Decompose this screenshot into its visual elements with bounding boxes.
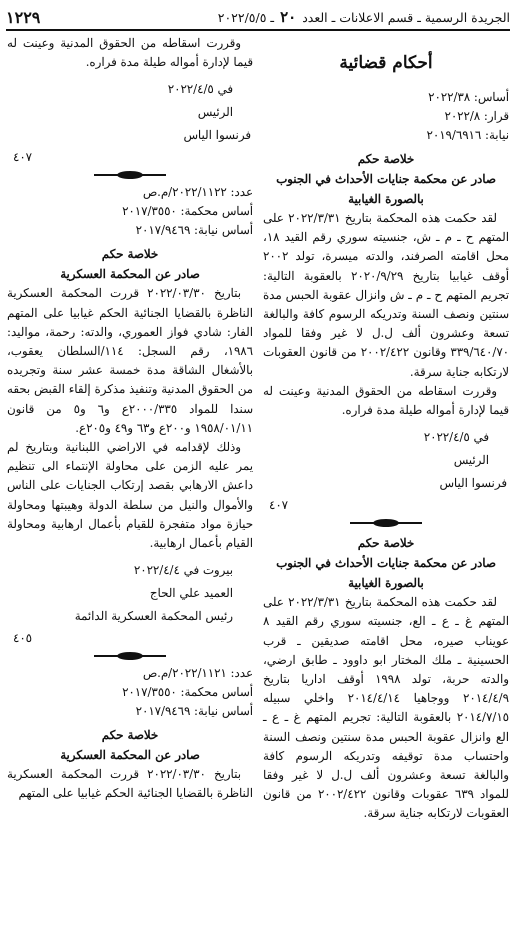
signature-name: فرنسوا الياس (183, 128, 251, 143)
case-prosecution-basis: أساس نيابة: ٢٠١٧/٩٤٦٩ (135, 223, 253, 238)
judgment-text-cont: وقررت اسقاطه من الحقوق المدنية وعينت له قيما لإدارة أمواله طيلة مدة فراره. (263, 383, 509, 418)
signature-role: الرئيس (197, 105, 233, 120)
header-rule (6, 29, 510, 31)
separator-ornament (7, 650, 253, 662)
judgment-text: لقد حكمت هذه المحكمة بتاريخ ٢٠٢٢/٣/٣١ على المتهم ح ـ م ـ ش، جنسيته سوري رقم القيد ١٨، محل اقامته الصرفند، والدته ميسرة، تولد ٢٠٠٢ أوقف غيابيا بتاريخ ٢٠٢٠/٩/٢٩ بالعقوبة التالية: تجريم المتهم ح ـ م ـ ش وانزال عقوبة الحبس مدة سنتين ونصف السنة وتدريكه الرسوم كافة والبالغة تسعة وعشرون ألف ل.ل لا غير وفقا للمواد ٣٣٩/٦٤٠/٧٠ وقانون ٢٠٠٢/٤٢٢ من قانون العقوبات لارتكابه جناية سرقة. (263, 211, 509, 379)
case-basis: أساس: ٢٠٢٢/٣٨ (428, 90, 509, 104)
case-meta (7, 183, 253, 240)
summary-title: خلاصة حكم (357, 152, 415, 166)
case-court-basis: أساس محكمة: ٢٠١٧/٣٥٥٠ (122, 204, 253, 219)
judgment-text-cont: وقررت اسقاطه من الحقوق المدنية وعينت له قيما لإدارة أمواله طيلة مدة فراره. (7, 36, 253, 70)
summary-title: خلاصة حكم (101, 728, 159, 743)
case-count: عدد: ٢٠٢٢/١١٢٢/م.ص (142, 185, 253, 200)
signature-name: فرنسوا الياس (439, 476, 507, 491)
case-prosecution-basis: أساس نيابة: ٢٠١٧/٩٤٦٩ (135, 704, 253, 719)
case-prosecution: نيابة: ٢٠١٩/٦٩١٦ (426, 128, 509, 142)
gazette-title-text: الجريدة الرسمية ـ قسم الاعلانات ـ العدد (302, 10, 510, 25)
court-mode: بالصورة الغيابية (348, 192, 424, 206)
judgment-text: لقد حكمت هذه المحكمة بتاريخ ٢٠٢٢/٣/٣١ على المتهم غ ـ ع ـ الع، جنسيته سوري رقم القيد ٨ عويناب صيره، محل اقامته صديقين ـ قرب الحسينية ـ ملك المختار ابو داوود ـ طابق ارضي، والدته حربة، تولد ١٩٩٨ أوقف اداريا بتاريخ ٢٠١٤/٤/٩ ووجاهيا ٢٠١٤/٤/١٤ واخلي سبيله ٢٠١٤/٧/١٥ بالعقوبة التالية: تجريم المتهم غ ـ ع ـ الع وانزال عقوبة الحبس مدة سنتين ونصف السنة واحتساب مدة توقيفه وتدريكه الرسوم كافة والبالغة تسعة وعشرون ألف ل.ل لا غير وفقا للمواد ٦٣٩ عقوبات وقانون ٢٠٠٢/٤٢٢ من قانون العقوبات لارتكابه جناية سرقة. (263, 595, 509, 821)
court-name: صادر عن محكمة جنايات الأحداث في الجنوب (276, 556, 496, 571)
signature-date: في ٢٠٢٢/٤/٥ (423, 430, 489, 445)
signature-name: رئيس المحكمة العسكرية الدائمة (74, 609, 233, 624)
summary-title: خلاصة حكم (357, 536, 415, 551)
page-number: ١٢٢٩ (6, 7, 41, 27)
right-column (263, 34, 509, 934)
case-decision: قرار: ٢٠٢٢/٨ (444, 109, 509, 123)
notice-number: ٤٠٧ (13, 150, 33, 165)
issue-date: ـ ٢٠٢٢/٥/٥ (217, 10, 275, 25)
notice-number: ٤٠٧ (269, 498, 289, 513)
court-name: صادر عن المحكمة العسكرية (60, 267, 200, 282)
signature-date: في ٢٠٢٢/٤/٥ (167, 82, 233, 97)
court-name: صادر عن محكمة جنايات الأحداث في الجنوب (276, 172, 496, 186)
case-meta (263, 88, 509, 145)
signature-role: الرئيس (453, 453, 489, 468)
case-meta (7, 664, 253, 721)
signature-date: بيروت في ٢٠٢٢/٤/٤ (133, 563, 233, 578)
summary-title: خلاصة حكم (101, 247, 159, 262)
notice-number: ٤٠٥ (13, 631, 33, 646)
gazette-title (218, 8, 510, 26)
signature-block (7, 78, 253, 147)
left-column (7, 34, 253, 934)
case-court-basis: أساس محكمة: ٢٠١٧/٣٥٥٠ (122, 685, 253, 700)
court-mode: بالصورة الغيابية (348, 576, 424, 591)
signature-block (263, 426, 509, 495)
court-name: صادر عن المحكمة العسكرية (60, 748, 200, 763)
issue-number: ٢٠ (280, 8, 297, 26)
section-title: أحكام قضائية (339, 53, 433, 73)
judgment-text: بتاريخ ٢٠٢٢/٠٣/٣٠ قررت المحكمة العسكرية الناظرة بالقضايا الجنائية الحكم غيابيا على المتهم الفار: شادي فواز العموري، والدته: رحمة، مواليد: ١٩٨٦، رقم السجل: ١١٤/السلطان يعقوب، بالأشغال الشاقة مدة خمسة عشر سنة وتجريده من الحقوق المدنية وتنفيذ مذكرة إلقاء القبض بحقه سندا للمواد ٢٠٠٠/٣٣٥ع و٦ و٥ من قانون ١٩٥٨/٠١/١١ و٢٠٠ع و٦٣ و٤٩ و٢٠٥ع. (7, 286, 253, 435)
case-count: عدد: ٢٠٢٢/١١٢١/م.ص (142, 666, 253, 681)
separator-ornament (7, 169, 253, 181)
signature-role: العميد علي الحاج (149, 586, 233, 601)
judgment-text: بتاريخ ٢٠٢٢/٠٣/٣٠ قررت المحكمة العسكرية الناظرة بالقضايا الجنائية الحكم غيابيا على المتهم (7, 767, 253, 801)
judgment-text-cont: وذلك لإقدامه في الاراضي اللبنانية وبتاريخ لم يمر عليه الزمن على محاولة الإنتماء الى تنظيم داعش الارهابي بقصد إرتكاب الجنايات على الناس والأموال والنيل من سلطة الدولة وهيبتها ومحاولة حيازة مواد متفجرة للقيام بأعمال ارهابية ومحاولة القيام بأعمال ارهابية. (7, 440, 253, 551)
separator-ornament (263, 517, 509, 529)
page-header (6, 6, 510, 28)
signature-block (7, 559, 253, 628)
